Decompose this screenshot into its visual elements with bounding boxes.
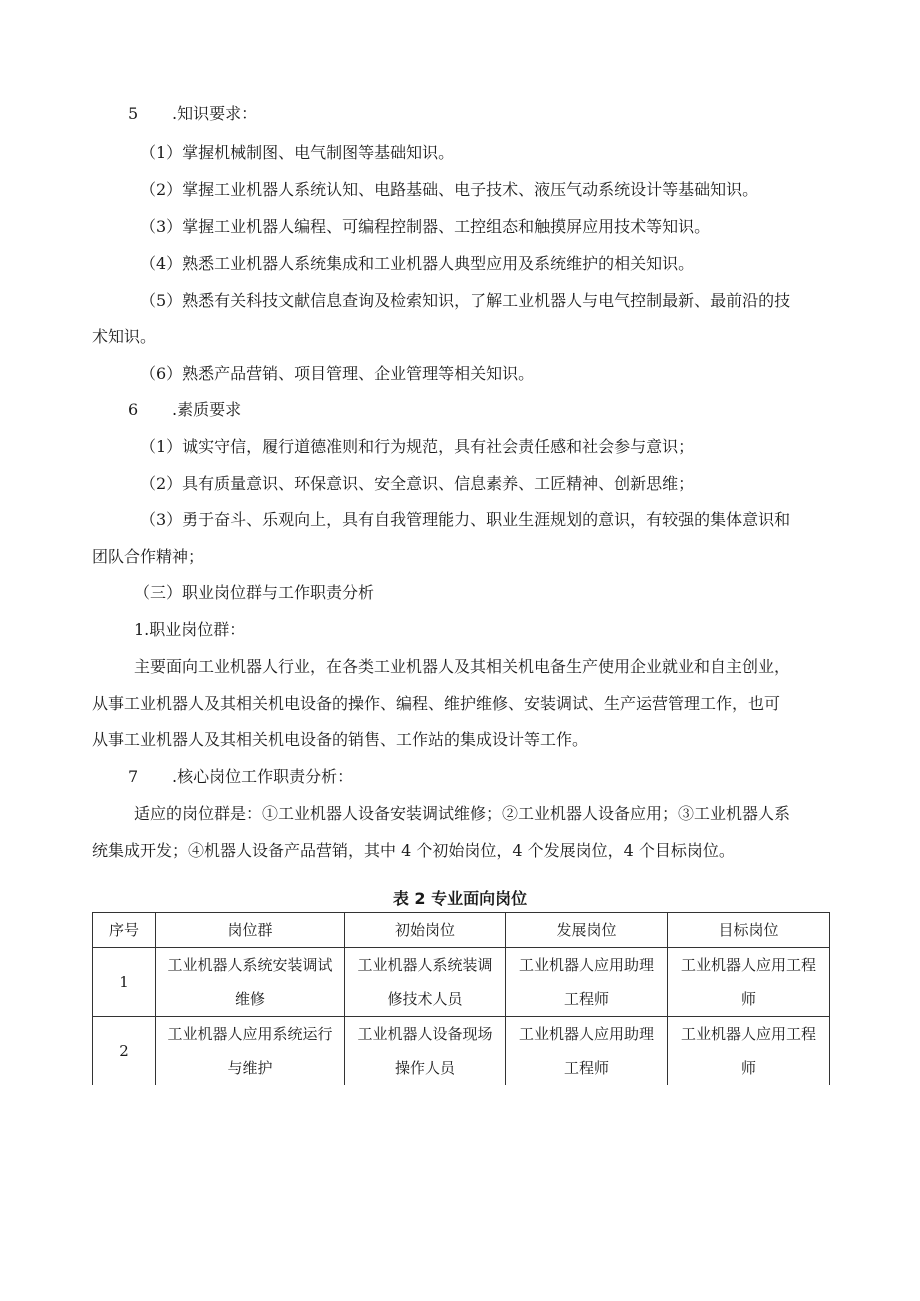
- cell-target: [668, 1017, 830, 1086]
- sub2-heading: [128, 767, 353, 787]
- cell-line: 师: [740, 990, 756, 1008]
- cell-line: 工业机器人系统装调: [357, 956, 493, 974]
- sub1-paragraph-line: 从事工业机器人及其相关机电设备的销售、工作站的集成设计等工作。: [92, 730, 589, 749]
- table-row: [93, 948, 830, 1017]
- knowledge-item: （4）熟悉工业机器人系统集成和工业机器人典型应用及系统维护的相关知识。: [140, 254, 695, 273]
- cell-line: 工业机器人系统安装调试: [167, 956, 333, 974]
- cell-initial: [345, 948, 506, 1017]
- jobs-table: [92, 912, 830, 1085]
- cell-line: 维修: [234, 990, 265, 1008]
- cell-group: [156, 948, 345, 1017]
- cell-initial: [345, 1017, 506, 1086]
- table-header-row: [93, 913, 830, 948]
- knowledge-item: 术知识。: [92, 327, 157, 346]
- sub1-heading: 1.职业岗位群：: [134, 620, 246, 639]
- cell-line: 工业机器人应用助理: [518, 1025, 654, 1043]
- knowledge-number: 5: [128, 104, 139, 123]
- cell-line: 师: [740, 1059, 756, 1077]
- quality-item: （3）勇于奋斗、乐观向上，具有自我管理能力、职业生涯规划的意识，有较强的集体意识和: [140, 510, 791, 529]
- quality-heading: [128, 400, 241, 420]
- header-target: 目标岗位: [668, 913, 830, 948]
- knowledge-item: （2）掌握工业机器人系统认知、电路基础、电子技术、液压气动系统设计等基础知识。: [140, 180, 759, 199]
- sub1-paragraph-line: 从事工业机器人及其相关机电设备的操作、编程、维护维修、安装调试、生产运营管理工作，也可: [92, 694, 781, 713]
- cell-line: 工业机器人设备现场: [357, 1025, 493, 1043]
- knowledge-item: （6）熟悉产品营销、项目管理、企业管理等相关知识。: [140, 364, 535, 383]
- sub2-heading-text: .核心岗位工作职责分析：: [172, 767, 354, 786]
- cell-line: 工业机器人应用工程: [680, 956, 816, 974]
- quality-item: （2）具有质量意识、环保意识、安全意识、信息素养、工匠精神、创新思维；: [140, 474, 695, 493]
- sub1-paragraph-line: 主要面向工业机器人行业，在各类工业机器人及其相关机电备生产使用企业就业和自主创业，: [134, 657, 791, 676]
- header-initial: 初始岗位: [345, 913, 506, 948]
- knowledge-item: （5）熟悉有关科技文献信息查询及检索知识，了解工业机器人与电气控制最新、最前沿的技: [140, 291, 791, 310]
- cell-no: 1: [93, 948, 156, 1017]
- cell-no: 2: [93, 1017, 156, 1086]
- cell-line: 工业机器人应用系统运行: [167, 1025, 333, 1043]
- header-group: 岗位群: [156, 913, 345, 948]
- header-no: 序号: [93, 913, 156, 948]
- cell-line: 工程师: [563, 1059, 609, 1077]
- knowledge-item: （1）掌握机械制图、电气制图等基础知识。: [140, 143, 455, 162]
- cell-line: 工业机器人应用工程: [680, 1025, 816, 1043]
- sub2-number: 7: [128, 767, 139, 786]
- knowledge-item: （3）掌握工业机器人编程、可编程控制器、工控组态和触摸屏应用技术等知识。: [140, 217, 711, 236]
- quality-number: 6: [128, 400, 139, 419]
- cell-line: 修技术人员: [387, 990, 463, 1008]
- cell-target: [668, 948, 830, 1017]
- section3-heading: （三）职业岗位群与工作职责分析: [134, 583, 375, 602]
- cell-line: 与维护: [227, 1059, 273, 1077]
- cell-line: 操作人员: [394, 1059, 455, 1077]
- quality-item: 团队合作精神；: [92, 547, 205, 566]
- knowledge-heading-text: .知识要求：: [172, 104, 258, 123]
- cell-development: [506, 948, 668, 1017]
- knowledge-heading: [128, 104, 257, 124]
- table-caption: 表 2 专业面向岗位: [392, 889, 528, 908]
- cell-line: 工程师: [563, 990, 609, 1008]
- sub2-paragraph-line: 统集成开发；④机器人设备产品营销，其中 4 个初始岗位，4 个发展岗位，4 个目标岗位。: [92, 841, 735, 860]
- cell-development: [506, 1017, 668, 1086]
- quality-heading-text: .素质要求: [172, 400, 242, 419]
- cell-line: 工业机器人应用助理: [518, 956, 654, 974]
- table-row: [93, 1017, 830, 1086]
- header-development: 发展岗位: [506, 913, 668, 948]
- sub2-paragraph-line: 适应的岗位群是：①工业机器人设备安装调试维修；②工业机器人设备应用；③工业机器人系: [134, 804, 791, 823]
- quality-item: （1）诚实守信，履行道德准则和行为规范，具有社会责任感和社会参与意识；: [140, 437, 695, 456]
- cell-group: [156, 1017, 345, 1086]
